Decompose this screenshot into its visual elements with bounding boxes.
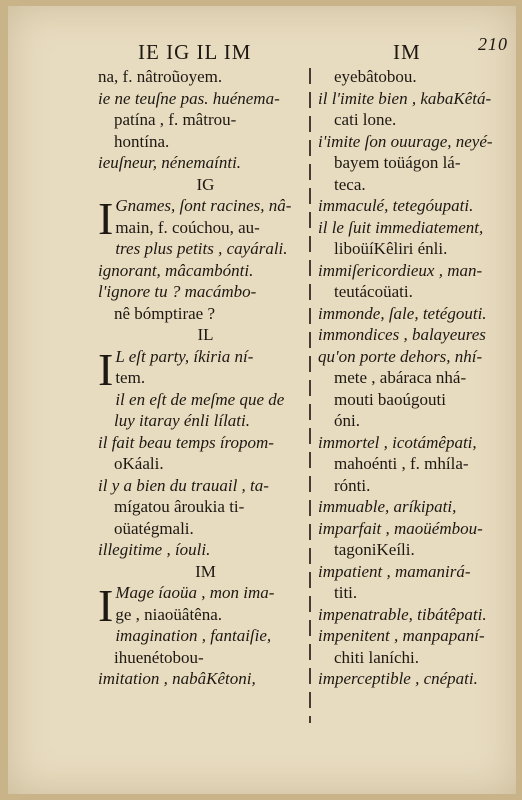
entry: impenitent , manpapaní-	[318, 626, 485, 645]
entry: il fait beau temps íropom-	[98, 432, 274, 452]
entry: tagoniKeíli.	[334, 540, 415, 559]
entry: luy itaray énli lílati.	[114, 411, 250, 430]
entry: na, f. nâtroũoyem.	[98, 67, 223, 86]
entry: ignorant, mâcambónti.	[98, 260, 254, 280]
entry: immondices , balayeures	[318, 325, 486, 344]
entry: imitation , nabâKêtoni,	[98, 669, 256, 688]
left-column	[98, 66, 313, 690]
drop-cap: I	[98, 580, 114, 631]
entry: il le ſuit immediatement,	[318, 217, 484, 237]
entry: mígatou âroukia ti-	[114, 497, 245, 516]
entry: ie ne teuſne pas. huénema-	[98, 88, 280, 108]
drop-cap: I	[98, 193, 114, 244]
entry: teutácoüati.	[334, 282, 413, 301]
entry-block	[98, 580, 313, 631]
entry: teca.	[334, 174, 366, 194]
right-column	[318, 66, 508, 690]
entry: main, f. coúchou, au-	[115, 217, 260, 237]
entry: ihuenétobou-	[114, 647, 204, 667]
entry: imagination , fantaiſie,	[115, 626, 272, 645]
entry: oüatégmali.	[114, 518, 194, 538]
entry: qu'on porte dehors, nhí-	[318, 346, 483, 366]
entry: bayem toüágon lá-	[334, 153, 461, 172]
running-header	[8, 34, 516, 64]
header-left: IE IG IL IM	[138, 40, 252, 64]
entry: i'imite ſon ouurage, neyé-	[318, 131, 493, 151]
entry-block	[98, 343, 313, 395]
entry: il en eſt de meſme que de	[115, 389, 285, 409]
entry: ieuſneur, nénemaínti.	[98, 153, 242, 172]
entry: eyebâtobou.	[334, 67, 417, 86]
section-heading: IM	[195, 561, 216, 581]
entry: immaculé, tetegóupati.	[318, 196, 474, 215]
entry: chiti laníchi.	[334, 647, 419, 667]
entry: ge , niaoüâtêna.	[115, 604, 223, 624]
entry: cati lone.	[334, 110, 397, 129]
entry: imperceptible , cnépati.	[318, 669, 478, 688]
entry: rónti.	[334, 475, 371, 495]
entry: oKáali.	[114, 454, 164, 473]
entry: immortel , icotámêpati,	[318, 432, 477, 452]
entry: tres plus petits , cayárali.	[115, 239, 288, 258]
entry: immonde, ſale, tetégouti.	[318, 303, 487, 323]
entry: mouti baoúgouti	[334, 389, 446, 409]
entry: titi.	[334, 583, 358, 602]
entry: impenatrable, tibátêpati.	[318, 604, 487, 624]
entry: patína , f. mâtrou-	[114, 110, 237, 129]
section-heading: IG	[196, 174, 215, 194]
entry: immiſericordieux , man-	[318, 260, 483, 280]
page-number: 210	[478, 34, 508, 54]
section-heading: IL	[197, 325, 214, 344]
entry: nê bómptirae ?	[114, 303, 216, 323]
entry: liboüíKêliri énli.	[334, 239, 448, 258]
entry: illegitime , íouli.	[98, 540, 211, 559]
entry: mete , abáraca nhá-	[334, 368, 467, 387]
entry: il l'imite bien , kabaKêtá-	[318, 88, 492, 108]
entry: hontína.	[114, 131, 170, 151]
entry: immuable, aríkipati,	[318, 497, 457, 516]
entry: tem.	[115, 368, 146, 387]
entry: imparfait , maoüémbou-	[318, 518, 483, 538]
entry: L eſt party, íkiria ní-	[115, 346, 254, 366]
header-right: IM	[393, 40, 421, 64]
entry: il y a bien du trauail , ta-	[98, 475, 269, 495]
entry: óni.	[334, 411, 360, 430]
entry-block	[98, 193, 313, 244]
entry: mahoénti , f. mhíla-	[334, 454, 469, 473]
entry: impatient , mamanirá-	[318, 561, 471, 581]
drop-cap: I	[98, 343, 114, 395]
entry: Mage íaoüa , mon ima-	[115, 583, 275, 602]
entry: l'ignore tu ? macámbo-	[98, 282, 257, 301]
entry: Gnames, ſont racines, nâ-	[115, 196, 292, 215]
book-page	[8, 6, 516, 794]
